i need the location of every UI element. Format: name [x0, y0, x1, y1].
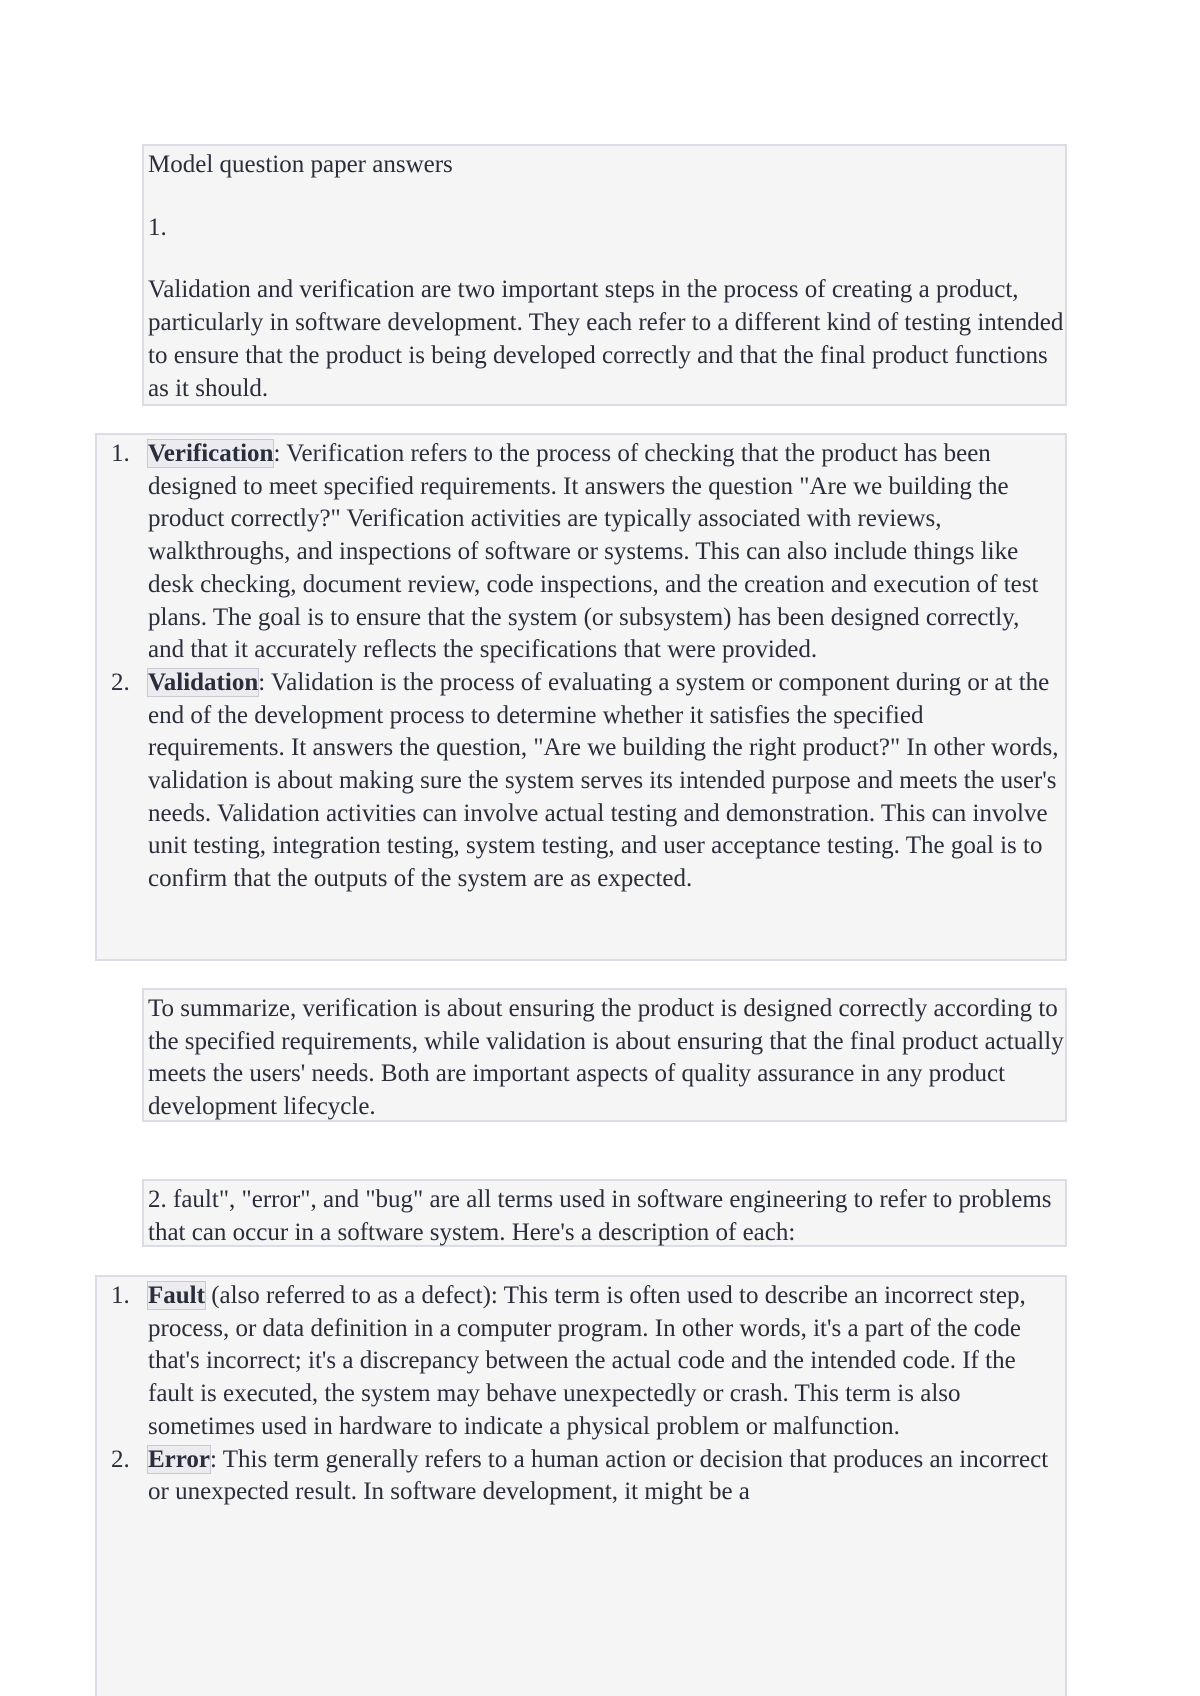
list-item: [97, 1280, 1061, 1444]
list-item-number: 1.: [111, 440, 130, 467]
intro-block: [142, 144, 1067, 406]
list-item-number: 2.: [111, 1445, 130, 1473]
definition-text: (also referred to as a defect): This term is often used to describe an incorrect step, process, or data definition in a computer program. In other words, it's a part of the code that's incorrect; it's a discrepancy between the actual code and the intended code. If the fault is executed, the system may behave unexpectedly or crash. This term is also sometimes used in hardware to indicate a physical problem or malfunction.: [148, 1282, 1026, 1440]
question-1-number: 1.: [148, 213, 167, 241]
list-item-number: 1.: [111, 1282, 130, 1309]
definition-text: : This term generally refers to a human action or decision that produces an incorrect or unexpected result. In software development, it might be a: [148, 1445, 1049, 1506]
document-title: Model question paper answers: [148, 151, 453, 178]
term-validation: Validation: [148, 668, 259, 696]
question-1-intro: Validation and verification are two important steps in the process of creating a product, particularly in software development. They each refer to a different kind of testing intended to ensure that the product is being developed correctly and that the final product functions as it should.: [148, 276, 1064, 402]
definition-text: : Verification refers to the process of checking that the product has been designed to meet specified requirements. It answers the question "Are we building the product correctly?" Verification activities are typically associated with reviews, walkthroughs, and inspections of software or systems. This can also include things like desk checking, document review, code inspections, and the creation and execution of test plans. The goal is to ensure that the system (or subsystem) has been designed correctly, and that it accurately reflects the specifications that were provided.: [148, 440, 1039, 664]
term-fault: Fault: [148, 1282, 205, 1309]
question-1-summary: To summarize, verification is about ensuring the product is designed correctly according to the specified requirements, while validation is about ensuring that the final product actually meets the users' needs. Both are important aspects of quality assurance in any product development lifecycle.: [148, 995, 1064, 1121]
list-item: [97, 1444, 1061, 1509]
list-item: [97, 667, 1061, 896]
question-1-list: [95, 433, 1067, 961]
question-2-intro: 2. fault", "error", and "bug" are all terms used in software engineering to refer to problems that can occur in a software system. Here's a description of each:: [148, 1186, 1052, 1246]
term-verification: Verification: [148, 440, 274, 467]
list-item-number: 2.: [111, 668, 130, 696]
list-item: [97, 438, 1061, 667]
question-2-intro-block: [142, 1179, 1067, 1247]
question-1-summary-block: [142, 988, 1067, 1122]
question-2-list: [95, 1275, 1067, 1696]
term-error: Error: [148, 1445, 211, 1473]
definition-text: : Validation is the process of evaluating a system or component during or at the end of the development process to determine whether it satisfies the specified requirements. It answers the question, "Are we building the right product?" In other words, validation is about making sure the system serves its intended purpose and meets the user's needs. Validation activities can involve actual testing and demonstration. This can involve unit testing, integration testing, system testing, and user acceptance testing. The goal is to confirm that the outputs of the system are as expected.: [148, 668, 1059, 893]
